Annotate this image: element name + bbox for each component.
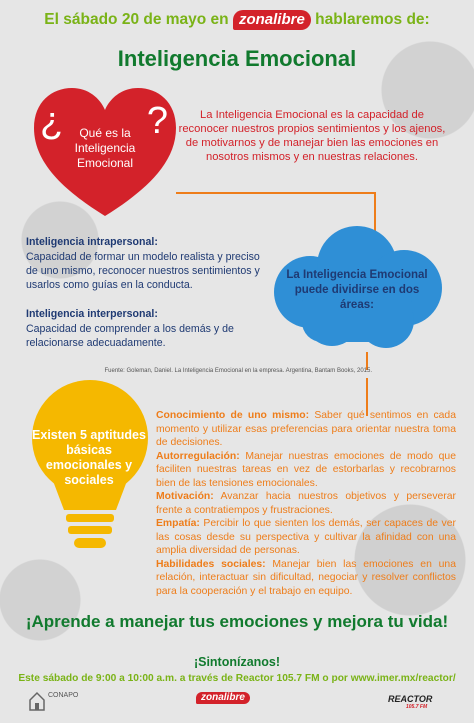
header (0, 10, 474, 30)
sintonizanos-heading: ¡Sintonízanos! (193, 655, 281, 669)
reactor-logo: REACTOR 105.7 FM (388, 694, 433, 710)
question-close-mark: ? (146, 100, 168, 142)
bulb-text: Existen 5 aptitudes básicas emocionales y sociales (32, 428, 146, 487)
header-suffix: hablaremos de: (315, 11, 430, 28)
question-open-mark: ¿ (40, 100, 64, 142)
skill-item: Empatía: Percibir lo que sienten los demás, ser capaces de ver las cosas desde su perspectiva y cultivar la afinidad con una amplia diversidad de personas. (156, 518, 456, 556)
connector-line (176, 192, 376, 194)
skill-item: Motivación: Avanzar hacia nuestros objetivos y perseverar frente a contratiempos y frustraciones. (156, 491, 456, 516)
broadcast-schedule: Este sábado de 9:00 a 10:00 a.m. a través de Reactor 105.7 FM o por www.imer.mx/reactor/ (18, 673, 456, 684)
conapo-logo: CONAPO (28, 690, 88, 716)
house-icon (28, 690, 46, 712)
interpersonal-heading: Inteligencia interpersonal: (26, 308, 158, 320)
interpersonal-text: Capacidad de comprender a los demás y de relacionarse adecuadamente. (26, 323, 234, 349)
zonalibre-footer-logo: zonalibre (196, 692, 250, 704)
source-citation: Fuente: Goleman, Daniel. La Inteligencia Emocional en la empresa. Argentina, Bantam Books, 2015. (104, 368, 372, 374)
cloud-text: La Inteligencia Emocional puede dividirse en dos áreas: (286, 269, 428, 311)
zonalibre-logo: zonalibre (233, 10, 311, 30)
heart-question (40, 100, 168, 171)
header-prefix: El sábado 20 de mayo en (44, 11, 229, 28)
heart-question-text: Qué es la Inteligencia Emocional (74, 126, 136, 170)
call-to-action: ¡Aprende a manejar tus emociones y mejora tu vida! (25, 612, 449, 631)
skills-list (156, 409, 456, 598)
definition-text: La Inteligencia Emocional es la capacidad de reconocer nuestros propios sentimientos y los ajenos, de motivarnos y de manejar bien las emociones en nosotros mismos y en nuestras relaciones. (178, 109, 446, 163)
skill-item: Conocimiento de uno mismo: Saber qué sentimos en cada momento y utilizar esas preferencias para orientar nuestra toma de decisiones. (156, 410, 456, 448)
intrapersonal-heading: Inteligencia intrapersonal: (26, 236, 158, 248)
intrapersonal-text: Capacidad de formar un modelo realista y preciso de uno mismo, reconocer nuestros sentimientos y usarlos como guías en la conducta. (26, 251, 260, 291)
skill-item: Autorregulación: Manejar nuestras emociones de modo que faciliten nuestras tareas en vez de estorbarlas y recobrarnos bien de las tensiones emocionales. (156, 450, 456, 489)
page-title: Inteligencia Emocional (117, 46, 357, 71)
skill-item: Habilidades sociales: Manejar bien las emociones en una relación, interactuar sin dificultad, negociar y resolver conflictos para la cooperación y el trabajo en equipo. (156, 558, 456, 597)
